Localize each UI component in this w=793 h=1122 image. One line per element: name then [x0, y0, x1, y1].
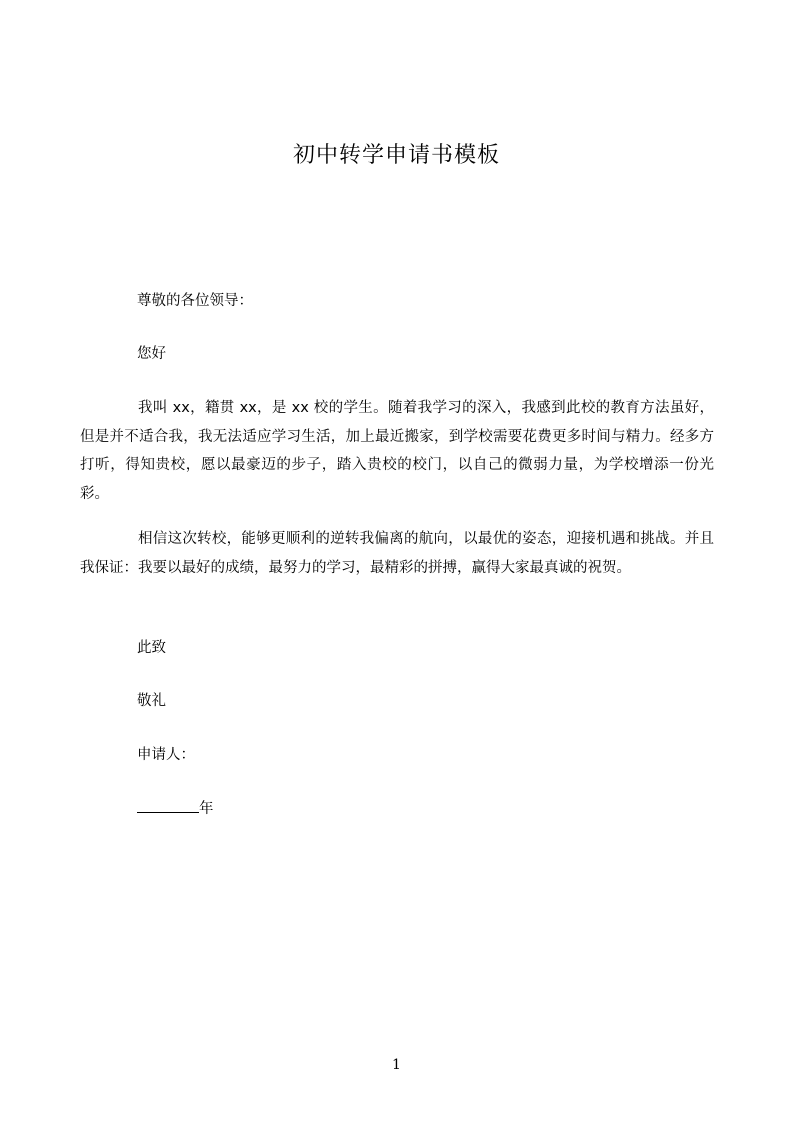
closing-line-2: 敬礼 — [137, 693, 166, 709]
closing-line-1: 此致 — [137, 640, 166, 656]
body-paragraph-2: 相信这次转校，能够更顺利的逆转我偏离的航向，以最优的姿态，迎接机遇和挑战。并且我保证：我要以最好的成绩，最努力的学习，最精彩的拼搏，赢得大家最真诚的祝贺。 — [80, 531, 714, 576]
applicant-label: 申请人： — [137, 747, 195, 763]
body-paragraph-1: 我叫 xx，籍贯 xx，是 xx 校的学生。随着我学习的深入，我感到此校的教育方法虽好，但是并不适合我，我无法适应学习生活，加上最近搬家，到学校需要花费更多时间与精力。经多方打听，得知贵校，愿以最豪迈的步子，踏入贵校的校门，以自己的微弱力量，为学校增添一份光彩。 — [80, 400, 714, 502]
year-blank-underline — [137, 798, 199, 813]
hello-line: 您好 — [137, 346, 166, 362]
page-number: 1 — [392, 1057, 401, 1073]
document-title: 初中转学申请书模板 — [292, 143, 500, 168]
year-suffix: 年 — [199, 801, 214, 817]
greeting-line: 尊敬的各位领导： — [137, 293, 253, 309]
date-line — [137, 798, 214, 819]
